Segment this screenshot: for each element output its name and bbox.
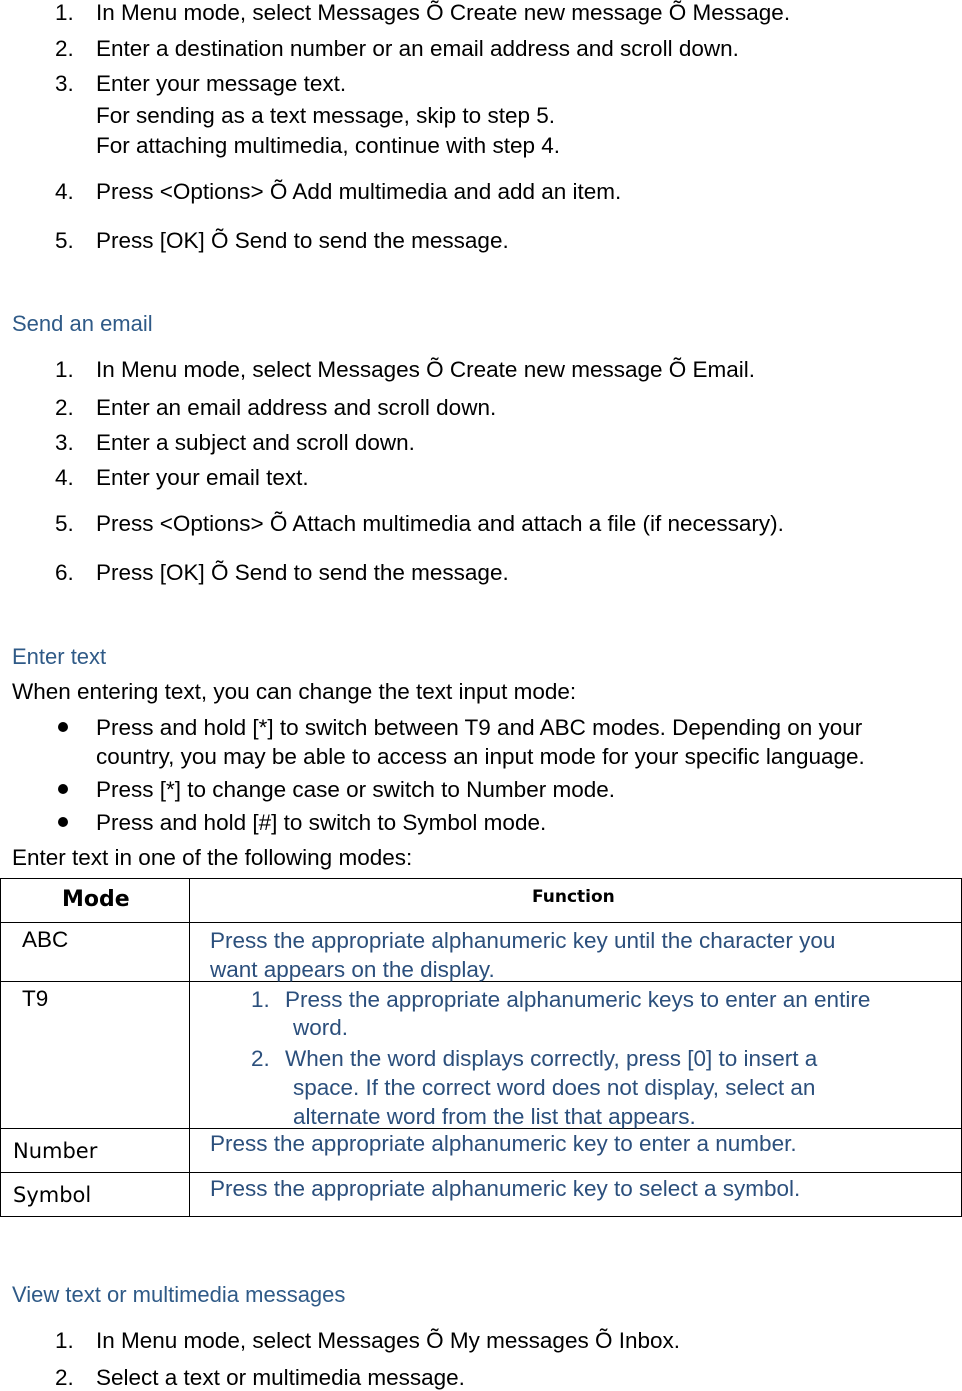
- step-number: 3.: [55, 71, 74, 96]
- bullet-text: Press and hold [#] to switch to Symbol mode.: [96, 810, 547, 835]
- mode-function: Press the appropriate alphanumeric key to select a symbol.: [210, 1176, 801, 1201]
- step-text: In Menu mode, select Messages Õ Create new message Õ Message.: [96, 0, 791, 25]
- step-number: 4.: [55, 465, 74, 490]
- mode-column-header: Mode: [62, 887, 130, 912]
- mode-name: ABC: [22, 927, 69, 952]
- bullet-icon: [58, 784, 68, 794]
- step-text: In Menu mode, select Messages Õ Create new message Õ Email.: [96, 357, 756, 382]
- step-text: Press [OK] Õ Send to send the message.: [96, 560, 509, 585]
- step-number: 4.: [55, 179, 74, 204]
- step-text: In Menu mode, select Messages Õ My messages Õ Inbox.: [96, 1328, 681, 1353]
- step-text: For sending as a text message, skip to step 5.: [96, 103, 555, 128]
- step-number: 5.: [55, 511, 74, 536]
- input-modes-table: [0, 878, 962, 1217]
- mode-function: space. If the correct word does not display, select an: [293, 1075, 816, 1100]
- enter-text-outro: Enter text in one of the following modes:: [12, 845, 413, 870]
- bullet-text: Press and hold [*] to switch between T9 and ABC modes. Depending on your: [96, 715, 863, 740]
- step-number: 2.: [55, 395, 74, 420]
- step-text: Enter your message text.: [96, 71, 347, 96]
- mode-function: Press the appropriate alphanumeric key until the character you: [210, 928, 836, 953]
- step-text: Enter a subject and scroll down.: [96, 430, 415, 455]
- bullet-icon: [58, 722, 68, 732]
- step-number: 1.: [55, 1328, 74, 1353]
- bullet-text: country, you may be able to access an input mode for your specific language.: [96, 744, 865, 769]
- bullet-icon: [58, 817, 68, 827]
- enter-text-heading: Enter text: [12, 644, 107, 669]
- bullet-text: Press [*] to change case or switch to Number mode.: [96, 777, 615, 802]
- function-column-header: Function: [532, 887, 615, 907]
- enter-text-intro: When entering text, you can change the text input mode:: [12, 679, 577, 704]
- mode-function: word.: [293, 1015, 349, 1040]
- mode-name: Number: [13, 1139, 98, 1163]
- step-text: Press <Options> Õ Add multimedia and add an item.: [96, 179, 622, 204]
- mode-function: alternate word from the list that appears.: [293, 1104, 696, 1129]
- send-email-heading: Send an email: [12, 311, 153, 336]
- function-step-number: 2.: [251, 1046, 270, 1071]
- mode-function: want appears on the display.: [210, 957, 495, 982]
- mode-function: When the word displays correctly, press [0] to insert a: [285, 1046, 818, 1071]
- step-text: Enter an email address and scroll down.: [96, 395, 497, 420]
- step-text: Select a text or multimedia message.: [96, 1365, 465, 1390]
- mode-function: Press the appropriate alphanumeric key to enter a number.: [210, 1131, 797, 1156]
- table-row: [1, 982, 962, 1129]
- step-number: 1.: [55, 0, 74, 25]
- view-messages-heading: View text or multimedia messages: [12, 1282, 346, 1307]
- mode-name: T9: [22, 986, 49, 1011]
- table-row: [1, 1129, 962, 1173]
- step-number: 3.: [55, 430, 74, 455]
- step-text: Press <Options> Õ Attach multimedia and attach a file (if necessary).: [96, 511, 784, 536]
- step-number: 2.: [55, 1365, 74, 1390]
- step-number: 1.: [55, 357, 74, 382]
- table-header-row: [1, 879, 962, 923]
- mode-function: Press the appropriate alphanumeric keys to enter an entire: [285, 987, 871, 1012]
- step-number: 2.: [55, 36, 74, 61]
- function-step-number: 1.: [251, 987, 270, 1012]
- mode-name: Symbol: [13, 1183, 92, 1207]
- step-number: 5.: [55, 228, 74, 253]
- step-text: Press [OK] Õ Send to send the message.: [96, 228, 509, 253]
- step-text: For attaching multimedia, continue with step 4.: [96, 133, 560, 158]
- step-text: Enter a destination number or an email address and scroll down.: [96, 36, 739, 61]
- table-row: [1, 1173, 962, 1217]
- step-number: 6.: [55, 560, 74, 585]
- table-row: [1, 923, 962, 982]
- step-text: Enter your email text.: [96, 465, 309, 490]
